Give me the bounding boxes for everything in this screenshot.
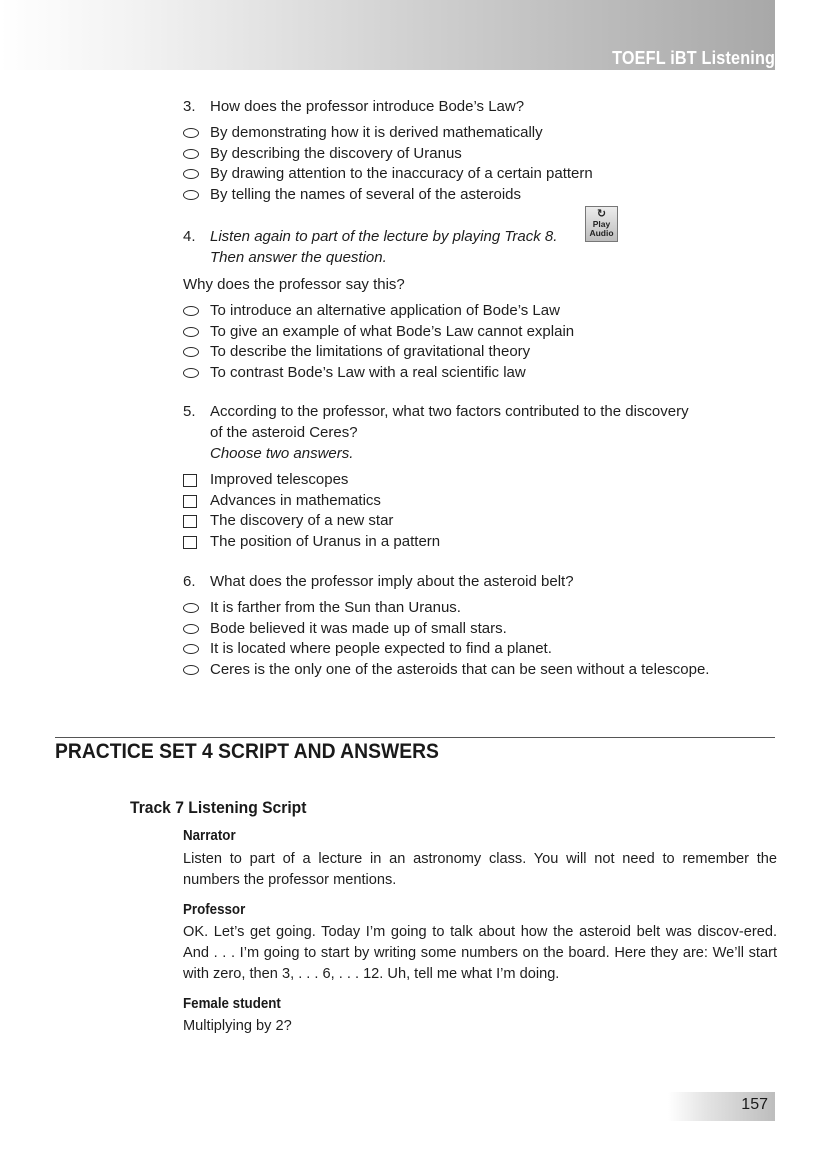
option-list xyxy=(183,123,783,206)
play-audio-label-bottom: Audio xyxy=(589,228,614,238)
question-4 xyxy=(183,226,783,384)
question-instruction: Then answer the question. xyxy=(210,249,387,266)
checkbox-icon[interactable] xyxy=(183,515,197,528)
option-c[interactable]: By drawing attention to the inaccuracy of a certain pattern xyxy=(183,164,783,185)
option-list xyxy=(183,470,783,553)
radio-oval-icon[interactable] xyxy=(183,190,199,200)
checkbox-icon[interactable] xyxy=(183,536,197,549)
radio-oval-icon[interactable] xyxy=(183,128,199,138)
question-number: 4. xyxy=(183,228,196,245)
speaker-label-professor: Professor xyxy=(183,902,246,918)
radio-oval-icon[interactable] xyxy=(183,624,199,634)
checkbox-icon[interactable] xyxy=(183,495,197,508)
option-d[interactable]: To contrast Bode’s Law with a real scientific law xyxy=(183,363,783,384)
question-number: 5. xyxy=(183,403,196,420)
option-list xyxy=(183,598,783,681)
radio-oval-icon[interactable] xyxy=(183,665,199,675)
radio-oval-icon[interactable] xyxy=(183,347,199,357)
running-header: TOEFL iBT Listening xyxy=(611,48,775,68)
radio-oval-icon[interactable] xyxy=(183,169,199,179)
option-d[interactable]: By telling the names of several of the asteroids xyxy=(183,185,783,206)
option-b[interactable]: Advances in mathematics xyxy=(183,491,783,512)
option-d[interactable]: The position of Uranus in a pattern xyxy=(183,532,783,553)
question-text: How does the professor introduce Bode’s Law? xyxy=(210,98,525,115)
replay-icon: ↻ xyxy=(596,208,607,220)
section-divider xyxy=(55,737,775,738)
radio-oval-icon[interactable] xyxy=(183,644,199,654)
option-d[interactable]: Ceres is the only one of the asteroids that can be seen without a telescope. xyxy=(183,660,783,681)
page-number: 157 xyxy=(741,1096,768,1113)
play-audio-label-top: Play xyxy=(592,219,611,229)
checkbox-icon[interactable] xyxy=(183,474,197,487)
play-audio-button[interactable] xyxy=(585,206,618,242)
option-b[interactable]: By describing the discovery of Uranus xyxy=(183,144,783,165)
option-c[interactable]: The discovery of a new star xyxy=(183,511,783,532)
option-list xyxy=(183,301,783,384)
question-text: of the asteroid Ceres? xyxy=(210,424,358,441)
speaker-label-narrator: Narrator xyxy=(183,828,236,844)
section-title: PRACTICE SET 4 SCRIPT AND ANSWERS xyxy=(55,740,439,763)
script-paragraph-student: Multiplying by 2? xyxy=(183,1018,292,1034)
question-6 xyxy=(183,571,783,681)
option-a[interactable]: To introduce an alternative application of Bode’s Law xyxy=(183,301,783,322)
option-c[interactable]: To describe the limitations of gravitational theory xyxy=(183,342,783,363)
script-paragraph-professor: OK. Let’s get going. Today I’m going to talk about how the asteroid belt was discov-ered. And . . . I’m going to start by writing some numbers on the board. Here they are: We’ll start with zero, then 3, . . . 6, . . . 12. Uh, tell me what I’m doing. xyxy=(183,924,777,982)
question-number: 6. xyxy=(183,573,196,590)
radio-oval-icon[interactable] xyxy=(183,149,199,159)
radio-oval-icon[interactable] xyxy=(183,327,199,337)
script-paragraph-narrator: Listen to part of a lecture in an astronomy class. You will not need to remember the numbers the professor mentions. xyxy=(183,851,777,888)
option-c[interactable]: It is located where people expected to find a planet. xyxy=(183,639,783,660)
option-b[interactable]: Bode believed it was made up of small stars. xyxy=(183,619,783,640)
option-b[interactable]: To give an example of what Bode’s Law cannot explain xyxy=(183,322,783,343)
option-a[interactable]: It is farther from the Sun than Uranus. xyxy=(183,598,783,619)
question-instruction: Choose two answers. xyxy=(210,445,354,462)
speaker-label-student: Female student xyxy=(183,996,281,1012)
question-5 xyxy=(183,401,783,553)
question-number: 3. xyxy=(183,98,196,115)
radio-oval-icon[interactable] xyxy=(183,306,199,316)
question-text: Why does the professor say this? xyxy=(183,276,405,293)
question-3 xyxy=(183,96,783,206)
option-a[interactable]: By demonstrating how it is derived mathematically xyxy=(183,123,783,144)
radio-oval-icon[interactable] xyxy=(183,603,199,613)
option-a[interactable]: Improved telescopes xyxy=(183,470,783,491)
radio-oval-icon[interactable] xyxy=(183,368,199,378)
question-text: What does the professor imply about the asteroid belt? xyxy=(210,573,574,590)
question-instruction: Listen again to part of the lecture by playing Track 8. xyxy=(210,228,558,245)
track-title: Track 7 Listening Script xyxy=(130,798,307,817)
question-text: According to the professor, what two factors contributed to the discovery xyxy=(210,403,689,420)
